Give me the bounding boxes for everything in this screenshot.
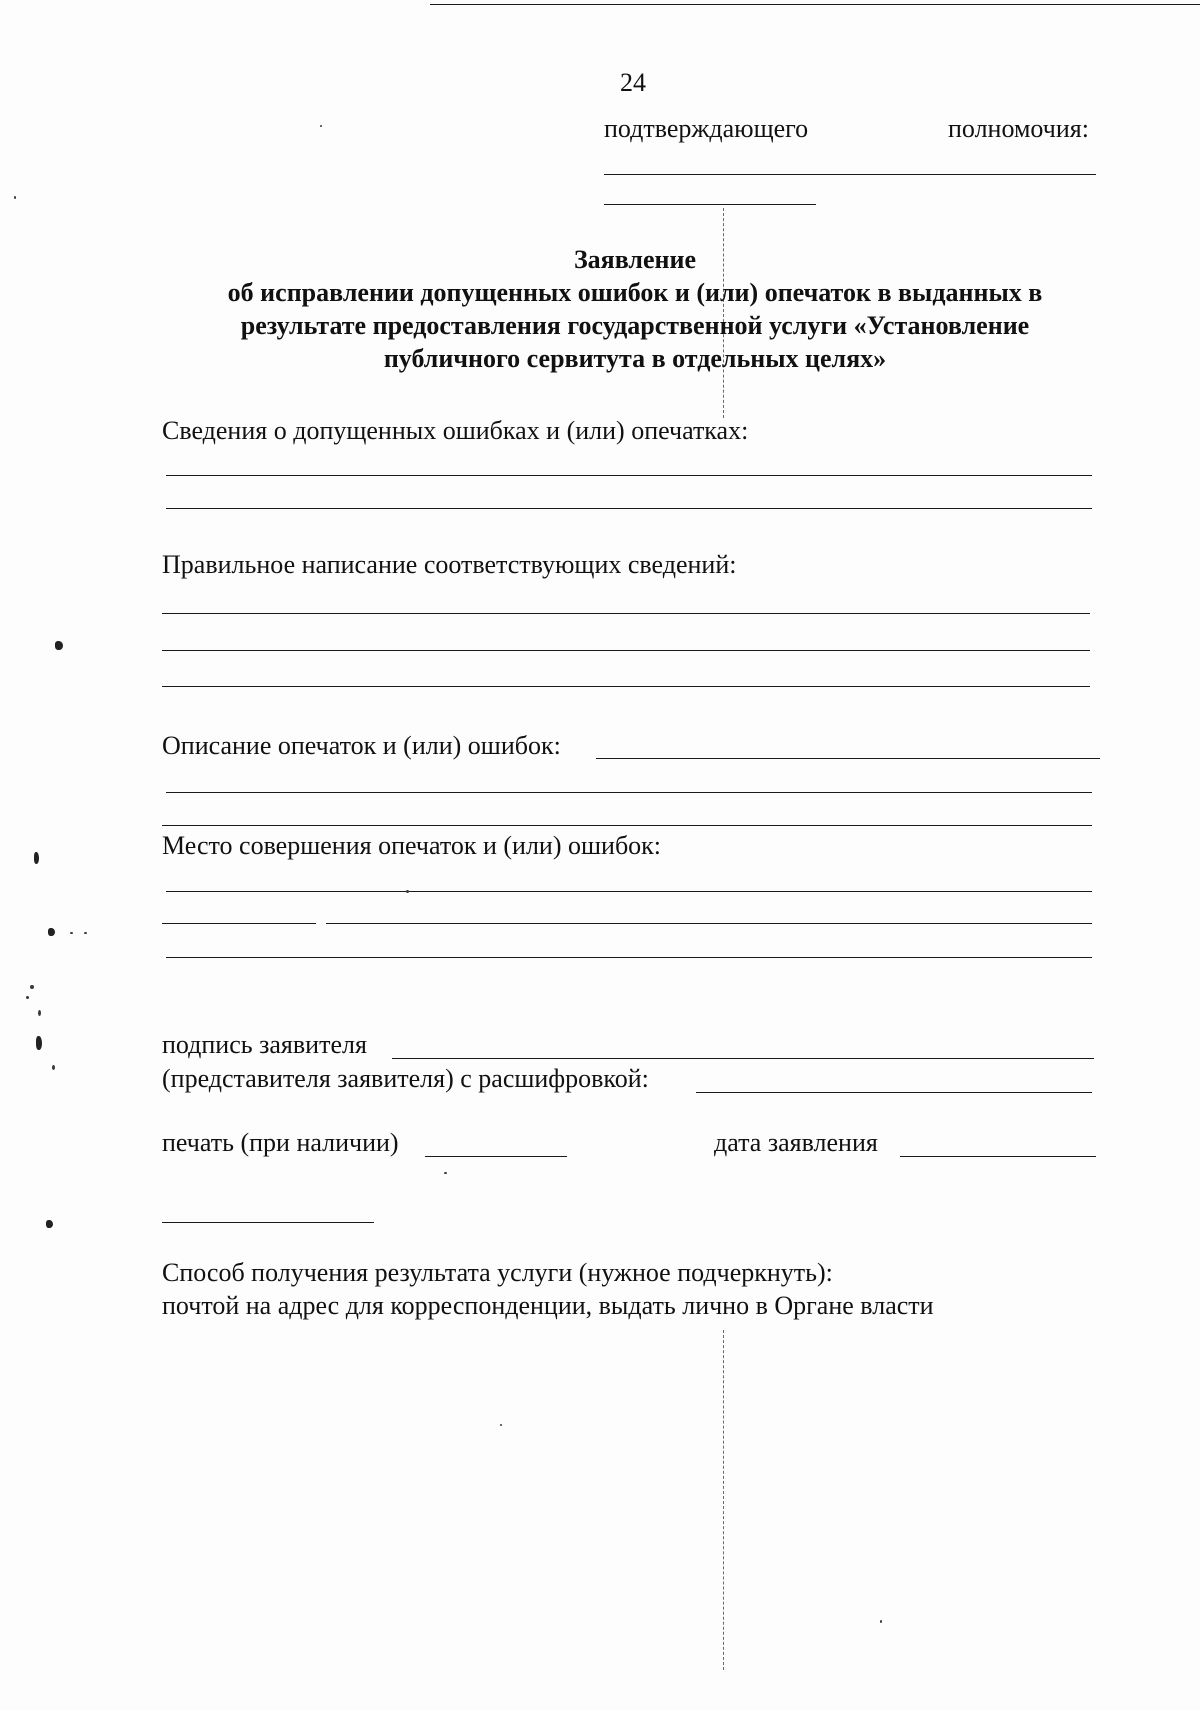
stamp-label: печать (при наличии): [162, 1128, 399, 1157]
header-left-word: подтверждающего: [604, 114, 809, 143]
description-line-2[interactable]: [162, 825, 1092, 826]
document-title: Заявление: [573, 245, 697, 274]
signature-label: подпись заявителя: [162, 1030, 367, 1059]
scan-speck: [70, 932, 73, 934]
location-line-3[interactable]: [166, 957, 1092, 958]
date-line[interactable]: [900, 1156, 1096, 1157]
location-line-2a[interactable]: [162, 923, 316, 924]
footnote-separator: [162, 1222, 374, 1223]
scan-blot: [46, 1220, 53, 1228]
scan-speck: [14, 196, 16, 199]
correct-spelling-line-2[interactable]: [162, 650, 1090, 651]
correct-spelling-line-3[interactable]: [162, 686, 1090, 687]
header-right-word: полномочия:: [948, 114, 1089, 143]
fold-line-bottom: [723, 1330, 724, 1670]
description-line-inline[interactable]: [596, 758, 1100, 759]
scan-speck: [880, 1620, 882, 1623]
errors-info-label: Сведения о допущенных ошибках и (или) опечатках:: [162, 416, 749, 445]
scan-blot: [55, 641, 63, 650]
signature-representative-line[interactable]: [696, 1092, 1092, 1093]
correct-spelling-label: Правильное написание соответствующих сведений:: [162, 550, 737, 579]
correct-spelling-line-1[interactable]: [162, 613, 1090, 614]
delivery-options: почтой на адрес для корреспонденции, выдать лично в Органе власти: [162, 1291, 934, 1320]
scan-blot: [36, 1036, 42, 1050]
header-fill-line-1: [604, 174, 1096, 175]
errors-info-line-1[interactable]: [166, 475, 1092, 476]
scan-speck: [26, 996, 29, 999]
signature-line[interactable]: [392, 1058, 1094, 1059]
signature-representative-label: (представителя заявителя) с расшифровкой:: [162, 1064, 649, 1093]
header-fill-line-2: [604, 204, 816, 205]
scan-speck: [444, 1172, 447, 1174]
stamp-line[interactable]: [425, 1156, 567, 1157]
scan-blot: [34, 852, 39, 864]
location-label: Место совершения опечаток и (или) ошибок:: [162, 831, 662, 860]
scan-speck: [30, 985, 34, 989]
title-line-1: об исправлении допущенных ошибок и (или) опечаток в выданных в: [227, 278, 1043, 307]
errors-info-line-2[interactable]: [166, 508, 1092, 509]
scan-speck: [320, 125, 322, 127]
scan-speck: [84, 932, 87, 934]
date-label: дата заявления: [714, 1128, 878, 1157]
scan-top-edge: [430, 4, 1200, 5]
title-line-2: результате предоставления государственной услуги «Установление: [240, 311, 1030, 340]
scan-speck: [52, 1065, 55, 1070]
scan-speck: [406, 890, 409, 893]
scan-speck: [38, 1010, 41, 1016]
scan-speck: [500, 1424, 502, 1426]
description-line-1[interactable]: [166, 792, 1092, 793]
delivery-label: Способ получения результата услуги (нужное подчеркнуть):: [162, 1258, 833, 1287]
scan-blot: [48, 928, 55, 936]
page-number: 24: [620, 68, 646, 97]
location-line-1[interactable]: [166, 891, 1092, 892]
description-label: Описание опечаток и (или) ошибок:: [162, 731, 561, 760]
title-line-3: публичного сервитута в отдельных целях»: [383, 344, 887, 373]
location-line-2b[interactable]: [326, 923, 1092, 924]
